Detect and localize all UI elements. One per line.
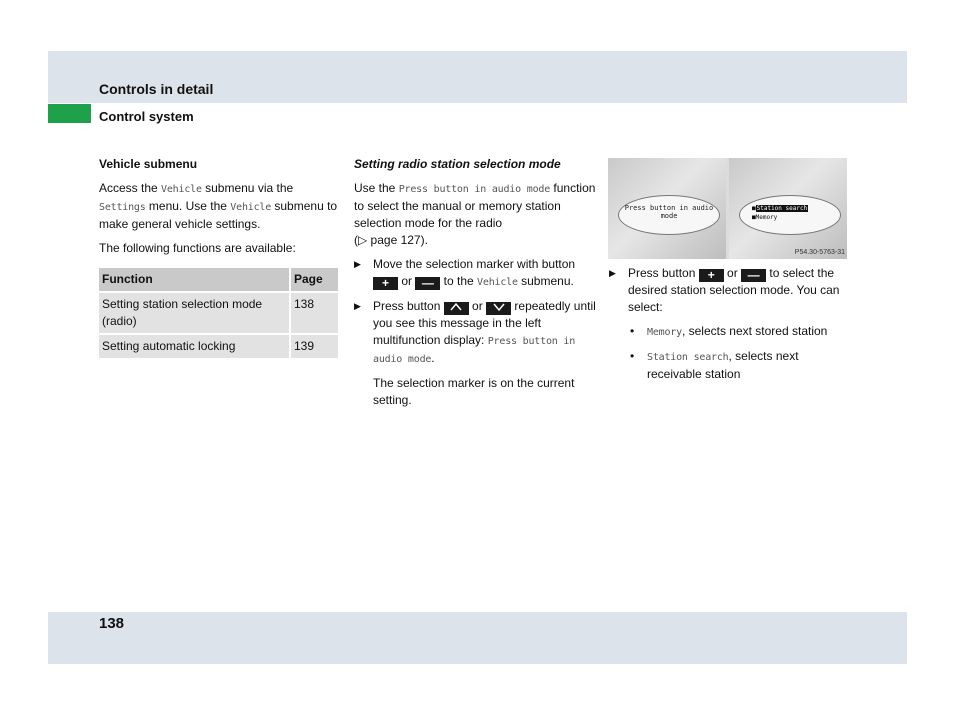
available-functions-text: The following functions are available: [99, 241, 296, 255]
display-oval [618, 195, 720, 235]
page-number: 138 [99, 615, 125, 632]
step-text: Move the selection marker with button [373, 257, 576, 271]
bullet-icon: • [630, 349, 635, 363]
display-text: Press button in audio mode [373, 336, 576, 365]
table-header-page: Page [290, 268, 338, 292]
right-display-panel [729, 158, 847, 259]
list-item [628, 348, 847, 383]
section-marker-tab [48, 104, 91, 123]
table-row [99, 334, 338, 359]
step-text: Press button [628, 266, 699, 280]
table-cell-page: 138 [290, 292, 338, 334]
intro-text: function to select the manual or memory station selection mode for the radio [354, 181, 596, 230]
display-menu: ■Station search ■Memory [752, 205, 808, 221]
radio-selection-column [354, 156, 596, 416]
triangle-right-icon: ▶ [354, 301, 361, 311]
minus-icon: — [741, 269, 766, 282]
triangle-right-icon: ▶ [609, 268, 616, 278]
footer-band [48, 612, 907, 664]
display-text: Vehicle [477, 277, 518, 288]
left-display-text: Press button in audio mode [624, 204, 714, 220]
step-text: repeatedly until you see this message in the left multifunction display: [373, 299, 596, 347]
vehicle-submenu-column [99, 156, 339, 360]
vehicle-submenu-intro [99, 180, 339, 233]
step-text: . [431, 351, 435, 365]
display-text: Station search [647, 352, 729, 363]
step-text: or [723, 266, 742, 280]
list-item [628, 323, 847, 341]
figure-code: P54.30-5763-31 [794, 249, 845, 256]
display-oval [739, 195, 841, 235]
triangle-right-icon: ▶ [354, 259, 361, 269]
intro-text: submenu via the [201, 181, 294, 195]
step-text: to select the desired station selection mode. You can select: [628, 266, 840, 314]
table-cell-function: Setting station selection mode (radio) [99, 292, 290, 334]
chevron-down-icon [486, 302, 511, 315]
table-row [99, 292, 338, 334]
plus-icon: + [373, 277, 398, 290]
page-reference: (▷ page 127). [354, 233, 428, 247]
step-text: or [398, 274, 416, 288]
intro-text: Use the [354, 181, 399, 195]
table-header-row [99, 268, 338, 292]
vehicle-submenu-heading: Vehicle submenu [99, 157, 198, 171]
instruction-step [354, 256, 596, 291]
plus-icon: + [699, 269, 724, 282]
radio-selection-heading: Setting radio station selection mode [354, 157, 561, 171]
table-cell-function: Setting automatic locking [99, 334, 290, 359]
section-title: Controls in detail [99, 81, 214, 97]
radio-selection-intro [354, 180, 596, 249]
selection-marker-note: The selection marker is on the current setting. [373, 376, 575, 407]
other-option: Memory [755, 214, 778, 221]
step-text: Press button [373, 299, 444, 313]
display-text: Vehicle [230, 202, 272, 213]
display-text: Press button in audio mode [398, 184, 551, 195]
step-text: submenu. [517, 274, 574, 288]
bullet-icon: • [630, 324, 635, 338]
step-text: to the [440, 274, 478, 288]
intro-text: Access the [99, 181, 162, 195]
left-display-panel [608, 158, 726, 259]
subsection-title: Control system [99, 109, 194, 124]
table-header-function: Function [99, 268, 290, 292]
mode-selection-column [609, 265, 847, 390]
display-text: Memory [647, 327, 682, 338]
step-text: or [468, 299, 487, 313]
display-text: Settings [99, 202, 146, 213]
instruction-step [609, 265, 847, 316]
display-text: Vehicle [161, 184, 202, 195]
instruction-step [354, 298, 596, 368]
functions-table [99, 268, 338, 360]
chevron-up-icon [444, 302, 469, 315]
multifunction-display-figure [608, 158, 847, 259]
intro-text: submenu to make general vehicle settings. [99, 199, 338, 231]
intro-text: menu. Use the [145, 199, 231, 213]
option-text: , selects next receivable station [647, 349, 799, 381]
minus-icon: — [415, 277, 440, 290]
selected-option: Station search [756, 205, 808, 212]
table-cell-page: 139 [290, 334, 338, 359]
option-text: , selects next stored station [681, 324, 828, 338]
